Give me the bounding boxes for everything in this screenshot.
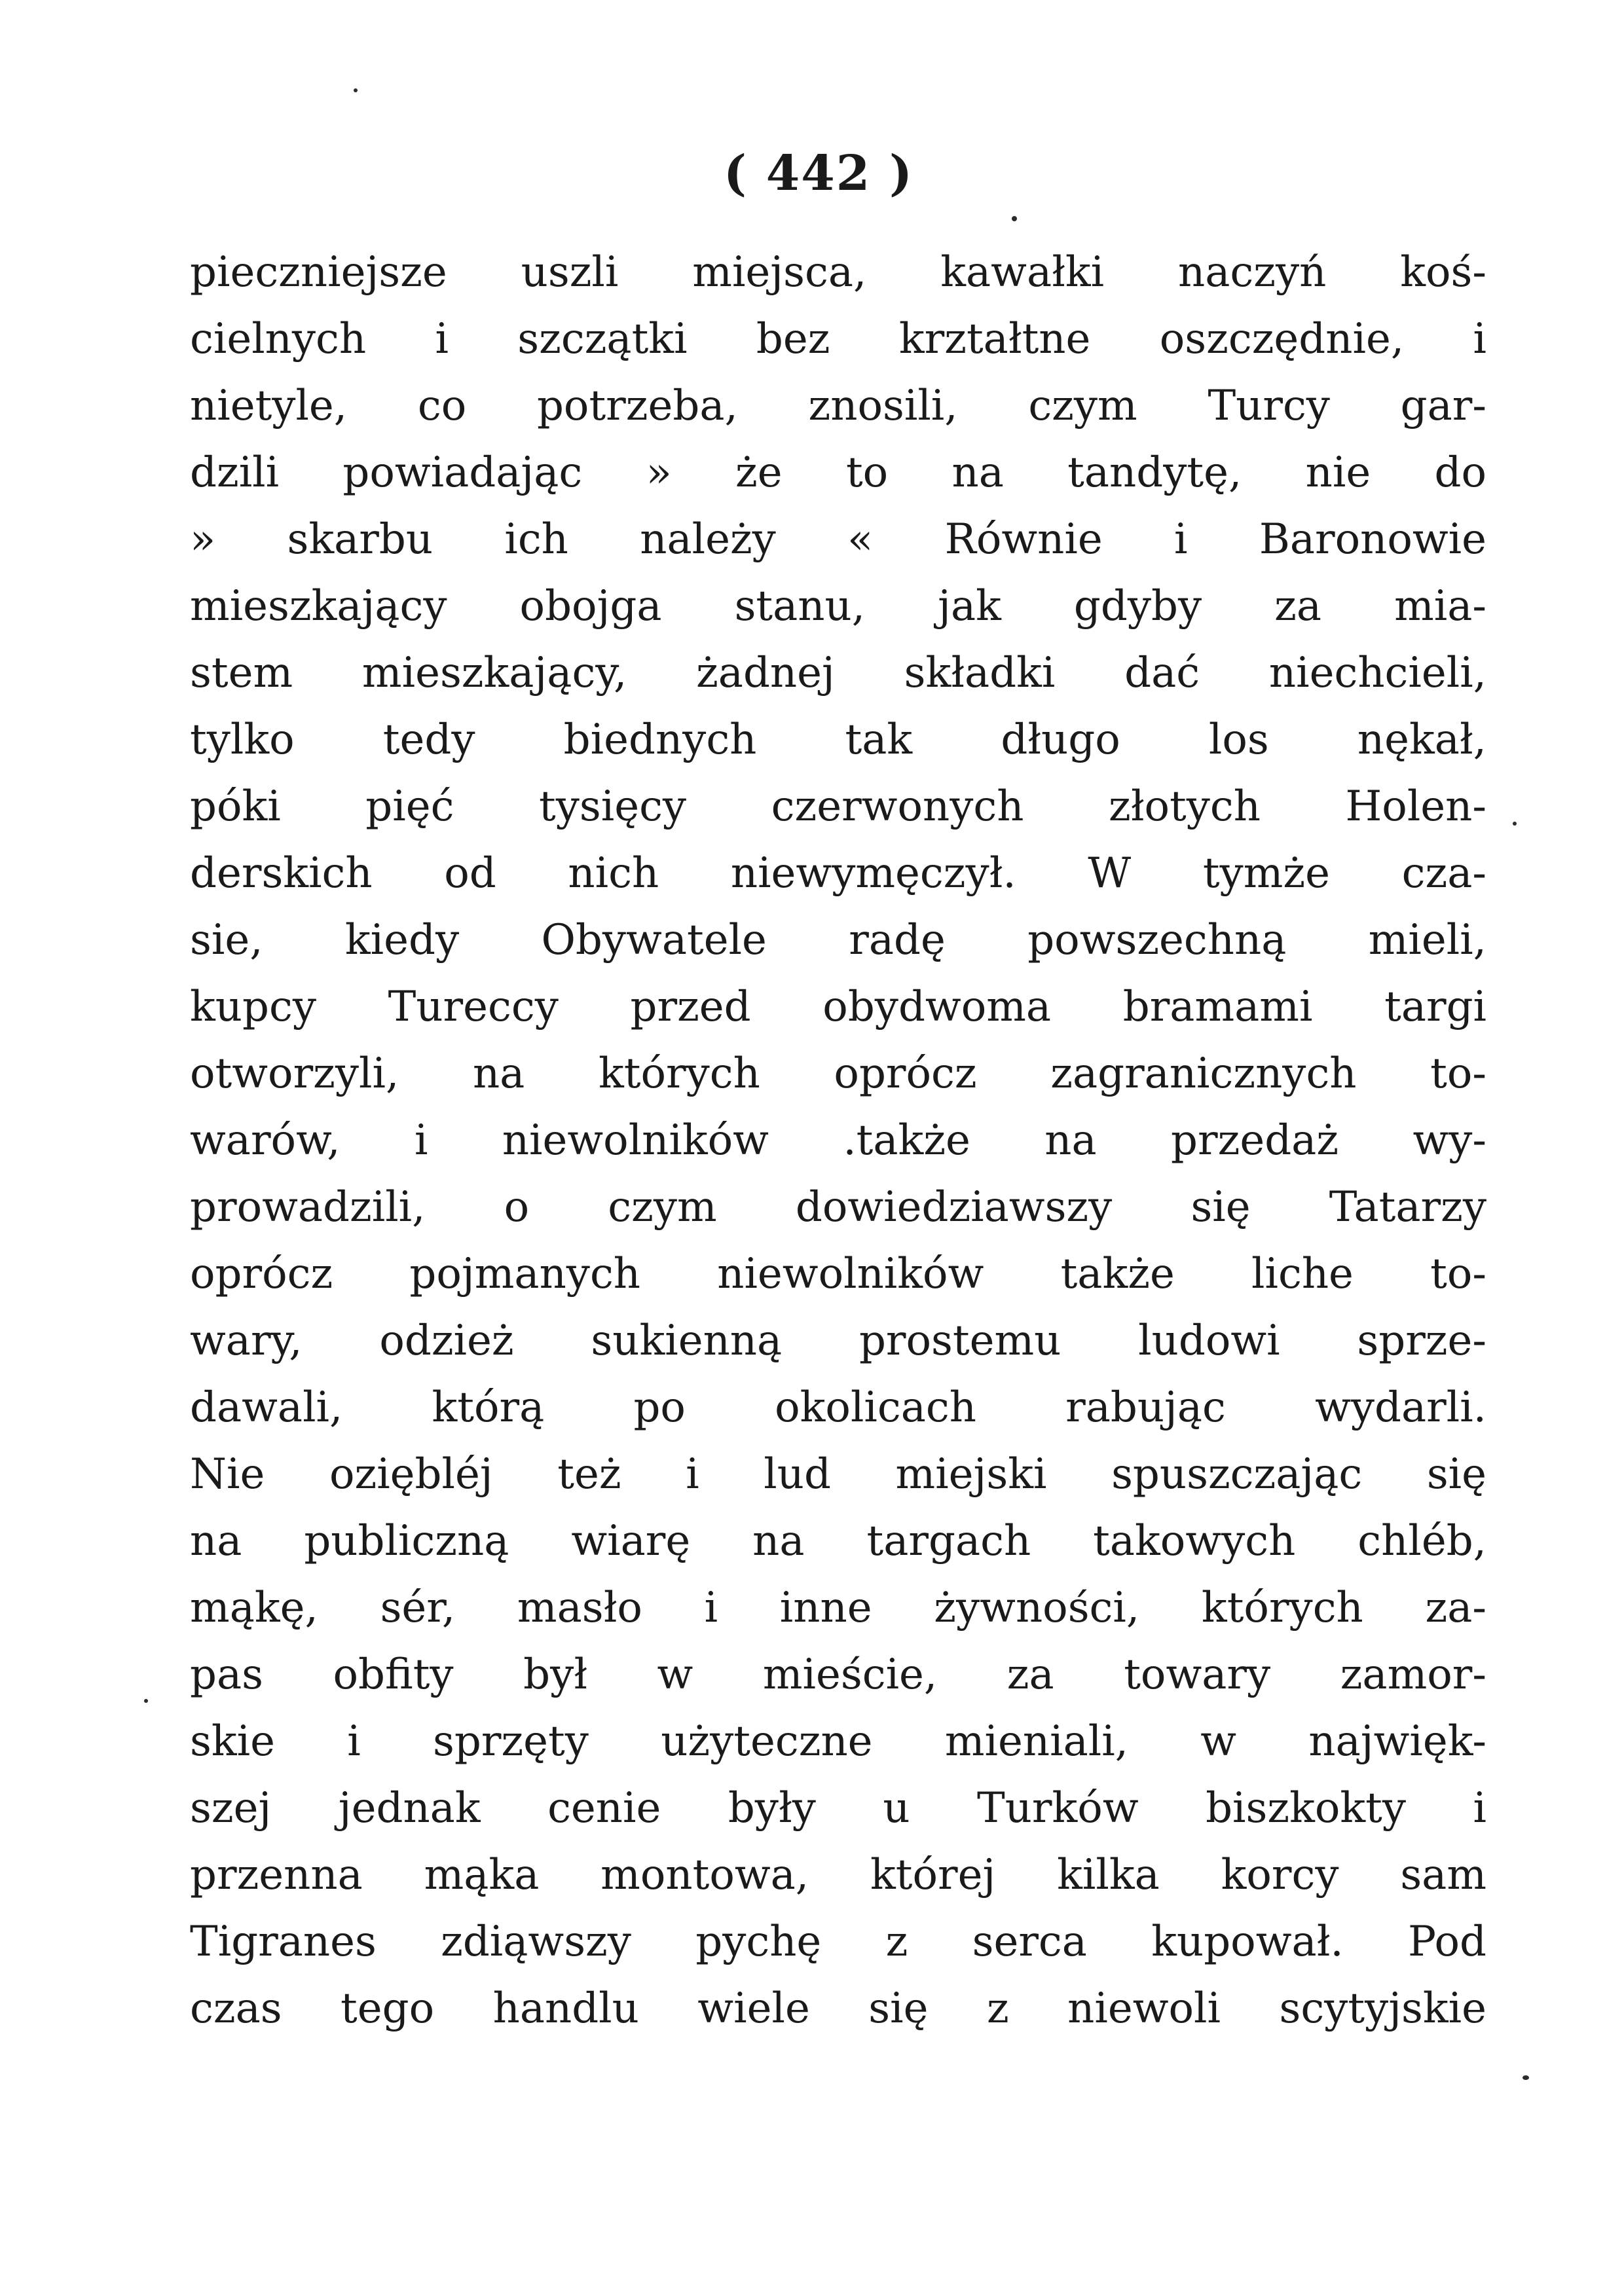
text-line: nietyle, co potrzeba, znosili, czym Turcy gar-: [190, 382, 1486, 430]
text-line: kupcy Tureccy przed obydwoma bramami targi: [190, 983, 1486, 1031]
text-line: przenna mąka montowa, której kilka korcy sam: [190, 1851, 1486, 1899]
text-line: na publiczną wiarę na targach takowych chléb,: [190, 1517, 1486, 1565]
text-line: szej jednak cenie były u Turków biszkokty i: [190, 1784, 1486, 1832]
text-line: czas tego handlu wiele się z niewoli scytyjskie: [190, 1984, 1486, 2033]
text-line: oprócz pojmanych niewolników także liche to-: [190, 1250, 1486, 1298]
text-line: prowadzili, o czym dowiedziawszy się Tatarzy: [190, 1183, 1486, 1231]
text-line: cielnych i szczątki bez krztałtne oszczędnie, i: [190, 315, 1486, 363]
text-line: warów, i niewolników .także na przedaż wy-: [190, 1116, 1486, 1165]
text-line: póki pięć tysięcy czerwonych złotych Holen-: [190, 782, 1486, 831]
text-line: pas obfity był w mieście, za towary zamor-: [190, 1650, 1486, 1699]
text-line: wary, odzież sukienną prostemu ludowi sprze-: [190, 1317, 1486, 1365]
text-line: sie, kiedy Obywatele radę powszechną mieli,: [190, 916, 1486, 964]
text-line: dzili powiadając » że to na tandytę, nie do: [190, 448, 1486, 497]
scan-speck: [1012, 216, 1017, 221]
text-line: tylko tedy biednych tak długo los nękał,: [190, 716, 1486, 764]
text-line: Nie oziębléj też i lud miejski spuszczając się: [190, 1450, 1486, 1499]
scan-speck: [354, 88, 358, 92]
text-line: » skarbu ich należy « Równie i Baronowie: [190, 515, 1486, 564]
text-line: Tigranes zdiąwszy pychę z serca kupował. Pod: [190, 1918, 1486, 1966]
page-number: ( 442 ): [724, 145, 914, 202]
scan-speck: [1513, 822, 1517, 826]
scan-speck: [144, 1699, 148, 1703]
text-line: derskich od nich niewymęczył. W tymże cza-: [190, 849, 1486, 898]
text-line: pieczniejsze uszli miejsca, kawałki naczyń koś-: [190, 248, 1486, 297]
text-line: skie i sprzęty użyteczne mieniali, w najwięk-: [190, 1717, 1486, 1766]
text-line: mąkę, sér, masło i inne żywności, których za-: [190, 1584, 1486, 1632]
body-text: [190, 239, 1486, 2042]
text-line: dawali, którą po okolicach rabując wydarli.: [190, 1383, 1486, 1432]
text-line: stem mieszkający, żadnej składki dać niechcieli,: [190, 649, 1486, 697]
text-line: otworzyli, na których oprócz zagranicznych to-: [190, 1049, 1486, 1098]
text-line: mieszkający obojga stanu, jak gdyby za mia-: [190, 582, 1486, 630]
scan-speck: [1522, 2075, 1529, 2080]
